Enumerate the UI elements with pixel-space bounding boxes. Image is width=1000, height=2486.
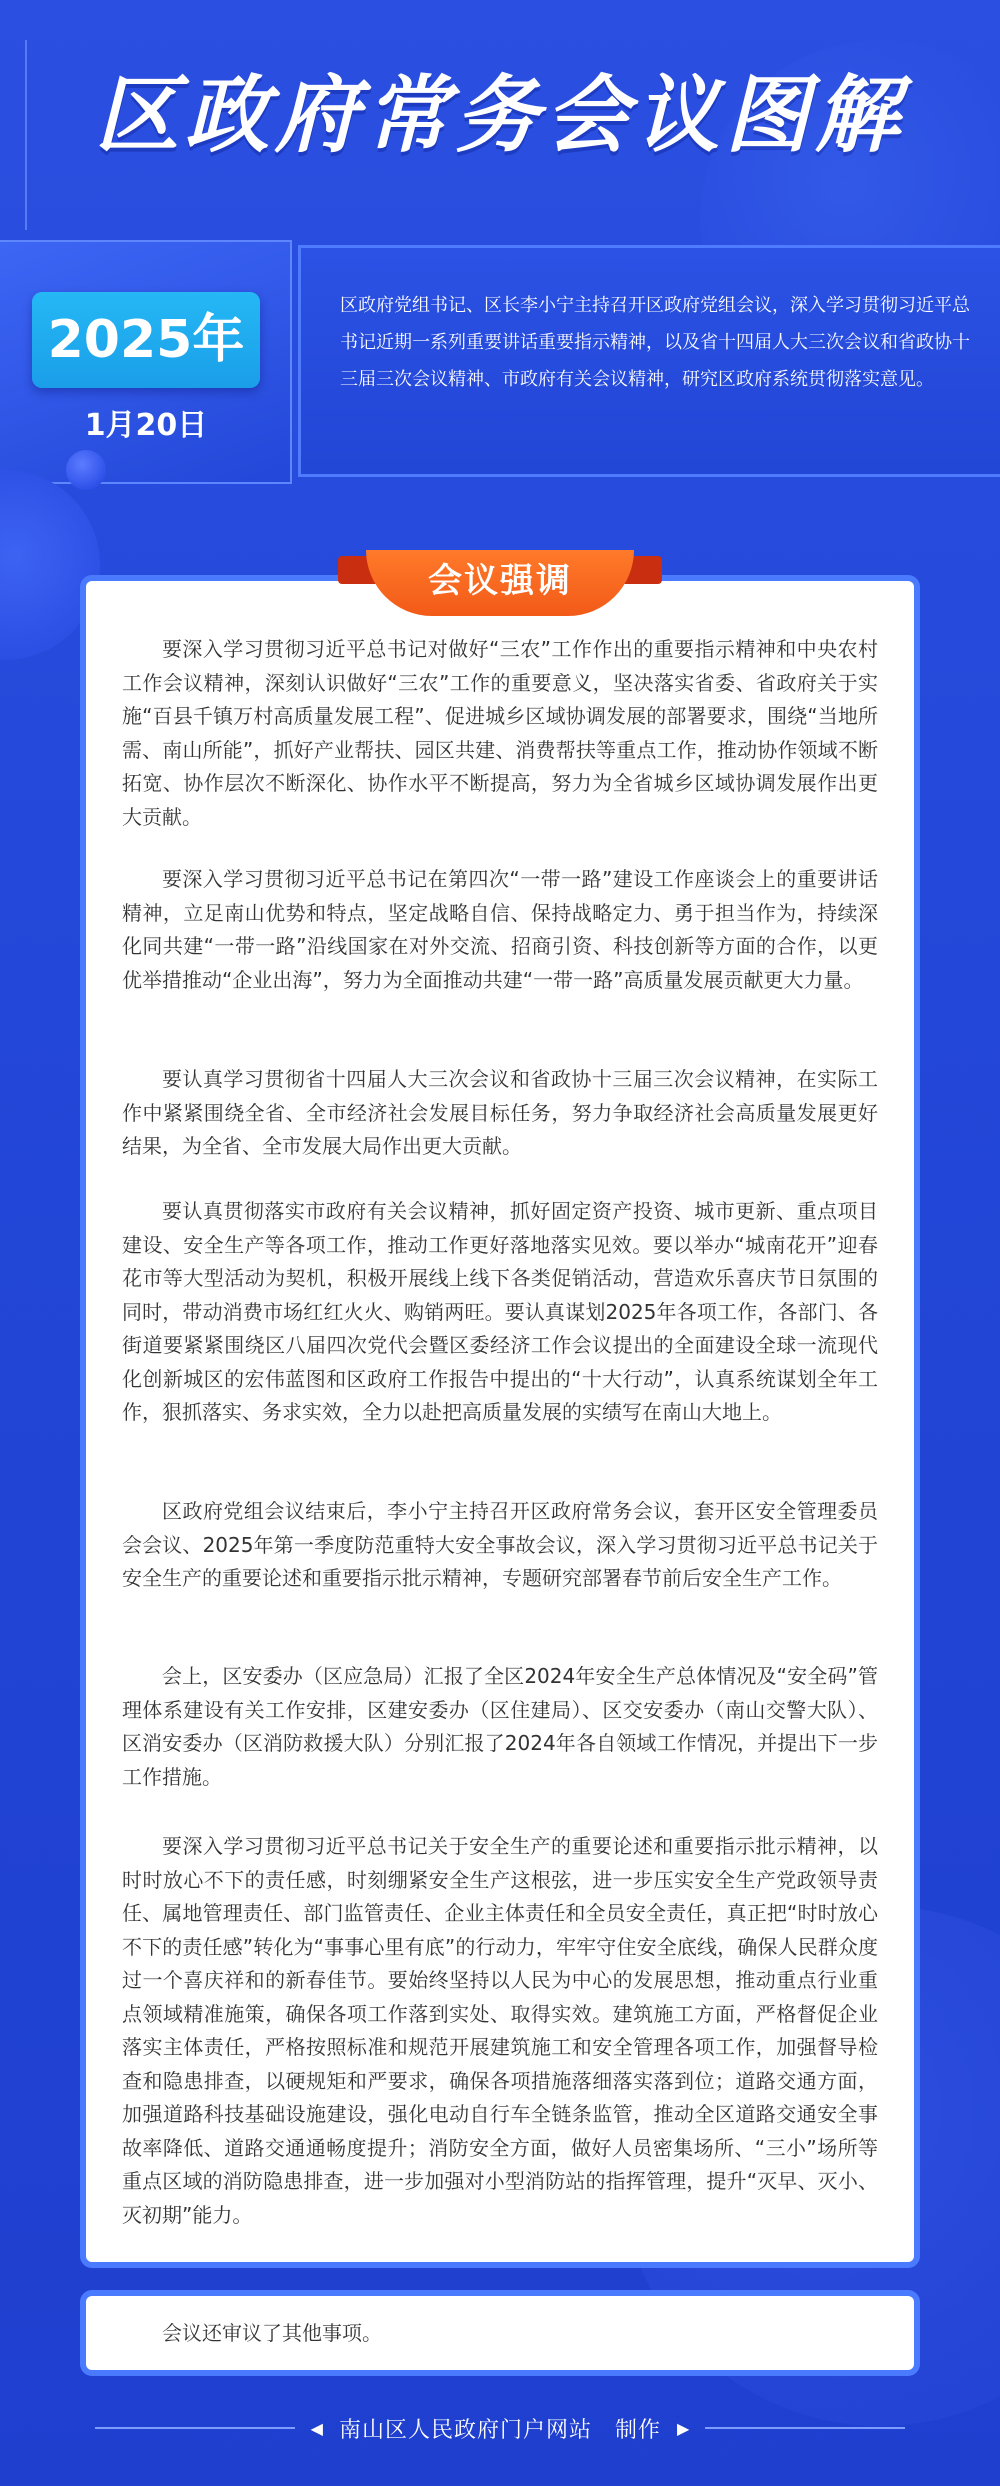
section-ribbon bbox=[338, 550, 662, 620]
footer bbox=[0, 2408, 1000, 2448]
year-badge: 2025年 bbox=[32, 292, 260, 388]
paragraph: 要认真贯彻落实市政府有关会议精神，抓好固定资产投资、城市更新、重点项目建设、安全生产等各项工作，推动工作更好落地落实见效。要以举办“城南花开”迎春花市等大型活动为契机，积极开展线上线下各类促销活动，营造欢乐喜庆节日氛围的同时，带动消费市场红红火火、购销两旺。要认真谋划2025年各项工作，各部门、各街道要紧紧围绕区八届四次党代会暨区委经济工作会议提出的全面建设全球一流现代化创新城区的宏伟蓝图和区政府工作报告中提出的“十大行动”，认真系统谋划全年工作，狠抓落实、务求实效，全力以赴把高质量发展的实绩写在南山大地上。 bbox=[122, 1199, 878, 1424]
paragraph: 要深入学习贯彻习近平总书记在第四次“一带一路”建设工作座谈会上的重要讲话精神，立足南山优势和特点，坚定战略自信、保持战略定力、勇于担当作为，持续深化同共建“一带一路”沿线国家在对外交流、招商引资、科技创新等方面的合作，以更优举措推动“企业出海”，努力为全面推动共建“一带一路”高质量发展贡献更大力量。 bbox=[122, 867, 878, 992]
paragraph: 要认真学习贯彻省十四届人大三次会议和省政协十三届三次会议精神，在实际工作中紧紧围绕全省、全市经济社会发展目标任务，努力争取经济社会高质量发展更好结果，为全省、全市发展大局作出更大贡献。 bbox=[122, 1067, 878, 1158]
page-title: 区政府常务会议图解 bbox=[94, 66, 905, 164]
footer-line-left bbox=[95, 2427, 295, 2429]
intro-summary: 区政府党组书记、区长李小宁主持召开区政府党组会议，深入学习贯彻习近平总书记近期一系列重要讲话重要指示精神，以及省十四届人大三次会议和省政协十三届三次会议精神、市政府有关会议精神，研究区政府系统贯彻落实意见。 bbox=[340, 295, 970, 390]
arrow-left-icon: ◀ bbox=[310, 2418, 323, 2438]
paragraph: 要深入学习贯彻习近平总书记对做好“三农”工作作出的重要指示精神和中央农村工作会议精神，深刻认识做好“三农”工作的重要意义，坚决落实省委、省政府关于实施“百县千镇万村高质量发展工程”、促进城乡区域协调发展的部署要求，围绕“当地所需、南山所能”，抓好产业帮扶、园区共建、消费帮扶等重点工作，推动协作领域不断拓宽、协作层次不断深化、协作水平不断提高，努力为全省城乡区域协调发展作出更大贡献。 bbox=[122, 637, 878, 829]
extra-note: 会议还审议了其他事项。 bbox=[162, 2321, 382, 2345]
paragraph: 会上，区安委办（区应急局）汇报了全区2024年安全生产总体情况及“安全码”管理体系建设有关工作安排，区建安委办（区住建局）、区交安委办（南山交警大队）、区消安委办（区消防救援大队）分别汇报了2024年各自领域工作情况，并提出下一步工作措施。 bbox=[122, 1664, 878, 1789]
paragraph: 区政府党组会议结束后，李小宁主持召开区政府常务会议，套开区安全管理委员会会议、2025年第一季度防范重特大安全事故会议，深入学习贯彻习近平总书记关于安全生产的重要论述和重要指示批示精神，专题研究部署春节前后安全生产工作。 bbox=[122, 1499, 878, 1590]
footer-credit: 南山区人民政府门户网站 制作 bbox=[338, 2417, 661, 2443]
paragraph: 要深入学习贯彻习近平总书记关于安全生产的重要论述和重要指示批示精神，以时时放心不下的责任感，时刻绷紧安全生产这根弦，进一步压实安全生产党政领导责任、属地管理责任、部门监管责任、企业主体责任和全员安全责任，真正把“时时放心不下的责任感”转化为“事事心里有底”的行动力，牢牢守住安全底线，确保人民群众度过一个喜庆祥和的新春佳节。要始终坚持以人民为中心的发展思想，推动重点行业重点领域精准施策，确保各项工作落到实处、取得实效。建筑施工方面，严格督促企业落实主体责任，严格按照标准和规范开展建筑施工和安全管理各项工作，加强督导检查和隐患排查，以硬规矩和严要求，确保各项措施落细落实落到位；道路交通方面，加强道路科技基础设施建设，强化电动自行车全链条监管，推动全区道路交通安全事故率降低、道路交通通畅度提升；消防安全方面，做好人员密集场所、“三小”场所等重点区域的消防隐患排查，进一步加强对小型消防站的指挥管理，提升“灭早、灭小、灭初期”能力。 bbox=[122, 1834, 878, 2227]
section-title: 会议强调 bbox=[366, 550, 634, 616]
meeting-date: 1月20日 bbox=[84, 408, 208, 443]
footer-line-right bbox=[705, 2427, 905, 2429]
decorative-dot bbox=[66, 450, 106, 490]
arrow-right-icon: ▶ bbox=[677, 2418, 690, 2438]
